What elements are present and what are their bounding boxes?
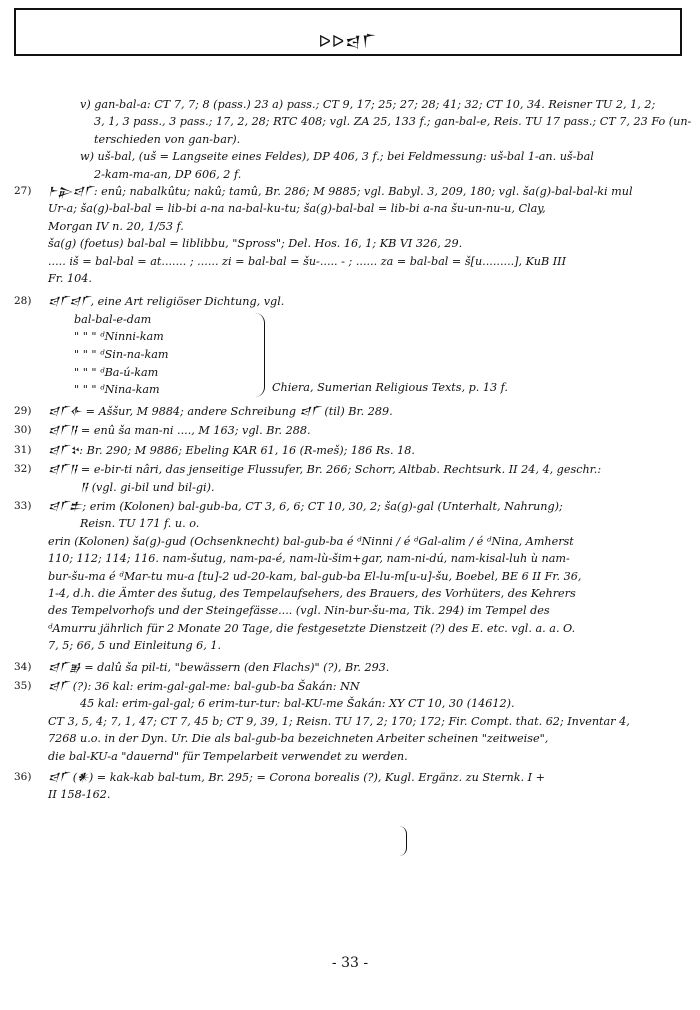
entry-number: 35)	[14, 679, 32, 692]
entry-line: 𒁀𒇲𒀀 = enû ša man-ni ...., M 163; vgl. Br. 288.	[48, 424, 311, 438]
entry-line: 𒁀𒇲𒅆 = Aššur, M 9884; andere Schreibung 𒁀𒇲 (til) Br. 289.	[48, 404, 393, 418]
entry-line: 𒁀𒇲 (?): 36 kal: erim-gal-gal-me: bal-gub-ba Šakán: NN	[48, 679, 360, 693]
entry-line: 7, 5; 66, 5 und Einleitung 6, 1.	[48, 639, 222, 653]
entry-line: terschieden von gan-bar).	[94, 132, 241, 146]
entry-line: 𒁀𒇲 (𒀭) = kak-kab bal-tum, Br. 295; = Corona borealis (?), Kugl. Ergänz. zu Sternk. I +	[48, 771, 545, 784]
bal-list-row: " " " ᵈNina-kam	[74, 383, 160, 397]
document-body	[14, 96, 692, 804]
entry-number: 31)	[14, 443, 32, 456]
header-box	[14, 8, 682, 56]
entry-line: 2-kam-ma-an, DP 606, 2 f.	[94, 167, 242, 181]
curly-brace	[398, 826, 407, 856]
bal-list-row: " " " ᵈSin-na-kam	[74, 348, 169, 362]
entry-line: Morgan IV n. 20, 1/53 f.	[48, 219, 184, 233]
entry-line: II 158-162.	[48, 788, 111, 802]
bal-list-row: bal-bal-e-dam	[74, 312, 152, 326]
entry-line: ..... iš = bal-bal = at....... ; ...... zi = bal-bal = šu-..... - ; ...... za = bal-bal = š[u.........], KuB III	[48, 254, 567, 268]
entry-line: 𒁀𒇲𒉺; erim (Kolonen) bal-gub-ba, CT 3, 6, 6; CT 10, 30, 2; ša(g)-gal (Unterhalt, Nahrung);	[48, 499, 563, 513]
entry-line: des Tempelvorhofs und der Steingefässe.... (vgl. Nin-bur-šu-ma, Tik. 294) im Tempel des	[48, 604, 550, 618]
entry-line: 𒁀𒇲𒁀𒇲, eine Art religiöser Dichtung, vgl.	[48, 295, 285, 309]
entry-35	[14, 678, 686, 765]
entry-line: Reisn. TU 171 f. u. o.	[80, 517, 200, 531]
entry-number: 33)	[14, 499, 32, 512]
bal-list-reference: Chiera, Sumerian Religious Texts, p. 13 f.	[272, 380, 508, 394]
entry-line: 7268 u.o. in der Dyn. Ur. Die als bal-gub-ba bezeichneten Arbeiter scheinen "zeitweise",	[48, 732, 549, 746]
entry-line: Ur-a; ša(g)-bal-bal = lib-bi a-na na-bal-ku-tu; ša(g)-bal-bal = lib-bi a-na šu-un-nu-u, Clay,	[48, 202, 546, 216]
bal-list-row: " " " ᵈBa-ú-kam	[74, 365, 159, 379]
entry-number: 32)	[14, 463, 32, 476]
entry-number: 36)	[14, 771, 32, 783]
page-number: - 33 -	[331, 955, 369, 971]
entry-33	[14, 498, 686, 655]
entry-26-continuation	[14, 96, 692, 183]
entry-line: 45 kal: erim-gal-gal; 6 erim-tur-tur: bal-KU-me Šakán: XY CT 10, 30 (14612).	[80, 697, 515, 711]
entry-line: 𒈨𒉌𒁀𒇲: enû; nabalkûtu; nakû; tamû, Br. 286; M 9885; vgl. Babyl. 3, 209, 180; vgl. ša(g)-bal-bal-ki mul	[48, 185, 633, 199]
entry-line: CT 3, 5, 4; 7, 1, 47; CT 7, 45 b; CT 9, 39, 1; Reisn. TU 17, 2; 170; 172; Fir. Compt. that. 62; Inventar 4,	[48, 714, 630, 728]
entry-line: v) gan-bal-a: CT 7, 7; 8 (pass.) 23 a) pass.; CT 9, 17; 25; 27; 28; 41; 32; CT 10, 34. Reisner TU 2, 1, 2;	[80, 98, 656, 111]
entry-number: 29)	[14, 404, 32, 417]
entry-line: 1-4, d.h. die Ämter des šutug, des Tempelaufsehers, des Brauers, des Vorhüters, des Kehrers	[48, 586, 576, 600]
bal-list-row: " " " ᵈNinni-kam	[74, 330, 164, 344]
entry-line: ša(g) (foetus) bal-bal = liblibbu, "Spross"; Del. Hos. 16, 1; KB VI 326, 29.	[48, 237, 463, 251]
entry-line: 110; 112; 114; 116. nam-šutug, nam-pa-é, nam-lù-šim+gar, nam-ni-dú, nam-kisal-luh ù nam-	[48, 552, 570, 566]
entry-line: Fr. 104.	[48, 272, 92, 286]
entry-30	[14, 422, 686, 439]
entry-line: 3, 1, 3 pass., 3 pass.; 17, 2, 28; RTC 408; vgl. ZA 25, 133 f.; gan-bal-e, Reis. TU 17 pass.; CT 7, 23 Fo (un-	[94, 115, 692, 129]
entry-number: 30)	[14, 424, 32, 437]
entry-line: ᵈAmurru jährlich für 2 Monate 20 Tage, die festgesetzte Dienstzeit (?) des E. etc. vgl. a. a. O.	[48, 621, 576, 635]
entry-number: 27)	[14, 185, 32, 198]
entry-line: 𒁀𒇲𒆳: Br. 290; M 9886; Ebeling KAR 61, 16 (R-meš); 186 Rs. 18.	[48, 443, 415, 457]
entry-line: 𒁀𒇲𒀀 = e-bir-ti nâri, das jenseitige Flussufer, Br. 266; Schorr, Altbab. Rechtsurk. II 24, 4, geschr.:	[48, 463, 602, 477]
header-cuneiform-sign: ᐅᐅ𒁀𒇲	[318, 32, 378, 51]
entry-number: 28)	[14, 295, 32, 308]
bal-bal-list	[74, 311, 686, 399]
entry-29	[14, 403, 686, 420]
entry-number: 34)	[14, 660, 32, 673]
entry-28	[14, 293, 686, 310]
entry-line: bur-šu-ma é ᵈMar-tu mu-a [tu]-2 ud-20-kam, bal-gub-ba El-lu-m[u-u]-šu, Boebel, BE 6 II Fr. 36,	[48, 569, 582, 583]
entry-31	[14, 442, 686, 459]
entry-34	[14, 659, 686, 676]
entry-line: die bal-KU-a "dauernd" für Tempelarbeit verwendet zu werden.	[48, 749, 408, 763]
entry-32	[14, 461, 686, 496]
entry-line: erin (Kolonen) ša(g)-gud (Ochsenknecht) bal-gub-ba é ᵈNinni / é ᵈGal-alim / é ᵈNina, Amherst	[48, 534, 574, 548]
entry-line: 𒀀 (vgl. gi-bil und bil-gi).	[80, 480, 215, 494]
curly-brace	[254, 313, 265, 397]
entry-line: w) uš-bal, (uš = Langseite eines Feldes), DP 406, 3 f.; bei Feldmessung: uš-bal 1-an. uš-bal	[80, 150, 594, 164]
entry-36	[14, 769, 686, 804]
entry-27	[14, 183, 686, 287]
entry-line: 𒁀𒇲𒂊 = dalû ša pil-ti, "bewässern (den Flachs)" (?), Br. 293.	[48, 660, 390, 674]
